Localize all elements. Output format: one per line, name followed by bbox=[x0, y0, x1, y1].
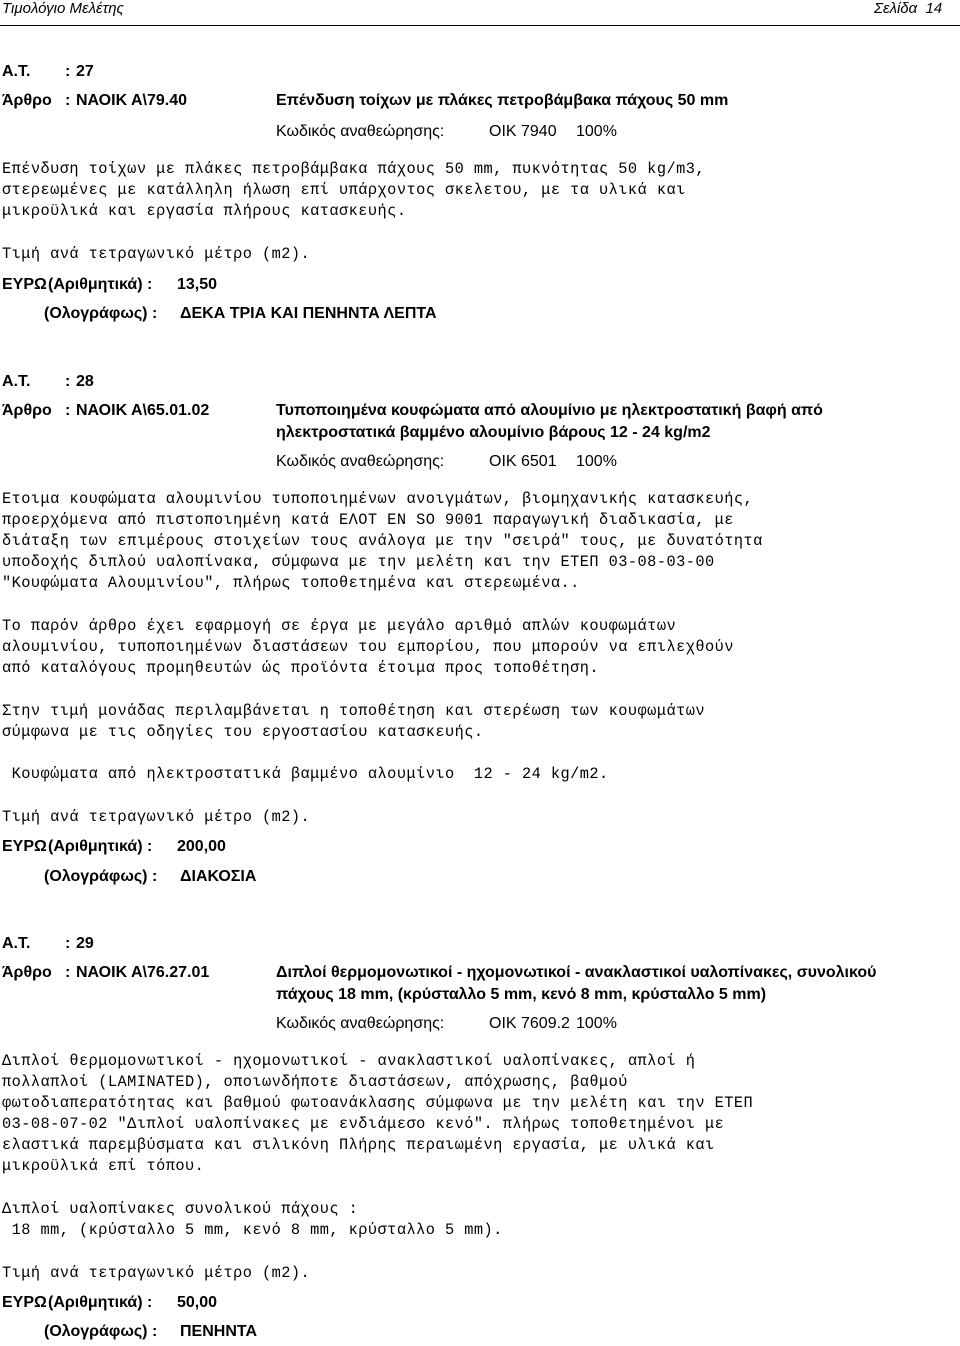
description-line: διάταξη των επιμέρους στοιχείων τους ανάλογα με την "σειρά" τους, με δυνατότητα bbox=[2, 532, 763, 550]
revision-label: Κωδικός αναθεώρησης: bbox=[276, 123, 445, 140]
at-colon: : bbox=[65, 63, 71, 80]
numeric-label: (Αριθμητικά) : bbox=[48, 838, 153, 855]
article-code: ΝΑΟΙΚ Α\79.40 bbox=[76, 92, 188, 109]
article-colon: : bbox=[65, 964, 71, 981]
description-line: Διπλοί θερμομονωτικοί - ηχομονωτικοί - ανακλαστικοί υαλοπίνακες, απλοί ή bbox=[2, 1052, 696, 1070]
description-line: αλουμινίου, τυποποιημένων διαστάσεων του εμπορίου, που μπορούν να επιλεχθούν bbox=[2, 638, 734, 656]
revision-percent: 100% bbox=[576, 453, 617, 470]
description-line: προερχόμενα από πιστοποιημένη κατά ΕΛΟΤ ΕΝ SO 9001 παραγωγική διαδικασία, με bbox=[2, 511, 734, 529]
at-number: 27 bbox=[76, 63, 94, 80]
description-line: "Κουφώματα Αλουμινίου", πλήρως τοποθετημένα και στερεωμένα.. bbox=[2, 574, 580, 592]
unit-line: Τιμή ανά τετραγωνικό μέτρο (m2). bbox=[2, 1264, 311, 1282]
price-numeric: 200,00 bbox=[177, 838, 226, 855]
document-title: Τιμολόγιο Μελέτης bbox=[2, 0, 124, 17]
article-label: Άρθρο bbox=[2, 92, 52, 109]
price-words: ΔΙΑΚΟΣΙΑ bbox=[180, 868, 257, 885]
at-number: 28 bbox=[76, 373, 94, 390]
article-title: Επένδυση τοίχων με πλάκες πετροβάμβακα πάχους 50 mm bbox=[276, 92, 729, 109]
description-line: Διπλοί υαλοπίνακες συνολικού πάχους : bbox=[2, 1200, 359, 1218]
article-colon: : bbox=[65, 402, 71, 419]
words-label: (Ολογράφως) : bbox=[44, 868, 158, 885]
at-number: 29 bbox=[76, 935, 94, 952]
article-title: Τυποποιημένα κουφώματα από αλουμίνιο με ηλεκτροστατική βαφή από bbox=[276, 402, 823, 419]
numeric-label: (Αριθμητικά) : bbox=[48, 276, 153, 293]
description-line: Το παρόν άρθρο έχει εφαρμογή σε έργα με μεγάλο αριθμό απλών κουφωμάτων bbox=[2, 617, 677, 635]
unit-line: Τιμή ανά τετραγωνικό μέτρο (m2). bbox=[2, 808, 311, 826]
words-label: (Ολογράφως) : bbox=[44, 305, 158, 322]
description-line: μικροϋλικά επί τόπου. bbox=[2, 1157, 205, 1175]
words-label: (Ολογράφως) : bbox=[44, 1323, 158, 1340]
description-line: 03-08-07-02 "Διπλοί υαλοπίνακες με ενδιάμεσο κενό". πλήρως τοποθετημένοι με bbox=[2, 1115, 725, 1133]
revision-code: ΟΙΚ 7609.2 bbox=[489, 1015, 570, 1032]
description-line: Στην τιμή μονάδας περιλαμβάνεται η τοποθέτηση και στερέωση των κουφωμάτων bbox=[2, 702, 705, 720]
numeric-label: (Αριθμητικά) : bbox=[48, 1294, 153, 1311]
description-line: 18 mm, (κρύσταλλο 5 mm, κενό 8 mm, κρύσταλλο 5 mm). bbox=[2, 1221, 503, 1239]
price-numeric: 13,50 bbox=[177, 276, 218, 293]
header-rule bbox=[0, 25, 960, 26]
price-words: ΔΕΚΑ ΤΡΙΑ ΚΑΙ ΠΕΝΗΝΤΑ ΛΕΠΤΑ bbox=[180, 305, 437, 322]
article-title: πάχους 18 mm, (κρύσταλλο 5 mm, κενό 8 mm, κρύσταλλο 5 mm) bbox=[276, 986, 767, 1003]
description-line: Επένδυση τοίχων με πλάκες πετροβάμβακα πάχους 50 mm, πυκνότητας 50 kg/m3, bbox=[2, 160, 705, 178]
revision-code: ΟΙΚ 7940 bbox=[489, 123, 557, 140]
description-line: Κουφώματα από ηλεκτροστατικά βαμμένο αλουμίνιο 12 - 24 kg/m2. bbox=[2, 765, 609, 783]
description-line: φωτοδιαπερατότητας και βαθμού φωτοανάκλασης σύμφωνα με την μελέτη και την ΕΤΕΠ bbox=[2, 1094, 754, 1112]
article-colon: : bbox=[65, 92, 71, 109]
description-line: μικροϋλικά και εργασία πλήρους κατασκευής. bbox=[2, 202, 407, 220]
at-label: Α.Τ. bbox=[2, 373, 31, 390]
article-code: ΝΑΟΙΚ Α\76.27.01 bbox=[76, 964, 210, 981]
description-line: υποδοχής διπλού υαλοπίνακα, σύμφωνα με την μελέτη και την ΕΤΕΠ 03-08-03-00 bbox=[2, 553, 715, 571]
price-words: ΠΕΝΗΝΤΑ bbox=[180, 1323, 258, 1340]
revision-percent: 100% bbox=[576, 123, 617, 140]
at-label: Α.Τ. bbox=[2, 935, 31, 952]
description-line: στερεωμένες με κατάλληλη ήλωση επί υπάρχοντος σκελετου, με τα υλικά και bbox=[2, 181, 686, 199]
currency-label: ΕΥΡΩ bbox=[2, 1294, 47, 1311]
currency-label: ΕΥΡΩ bbox=[2, 838, 47, 855]
revision-label: Κωδικός αναθεώρησης: bbox=[276, 453, 445, 470]
article-label: Άρθρο bbox=[2, 964, 52, 981]
description-line: ελαστικά παρεμβύσματα και σιλικόνη Πλήρης περαιωμένη εργασία, με υλικά και bbox=[2, 1136, 715, 1154]
article-label: Άρθρο bbox=[2, 402, 52, 419]
description-line: από καταλόγους προμηθευτών ώς προϊόντα έτοιμα προς τοποθέτηση. bbox=[2, 659, 600, 677]
page-number: Σελίδα 14 bbox=[874, 0, 943, 17]
revision-label: Κωδικός αναθεώρησης: bbox=[276, 1015, 445, 1032]
description-line: σύμφωνα με τις οδηγίες του εργοστασίου κατασκευής. bbox=[2, 723, 484, 741]
article-title: ηλεκτροστατικά βαμμένο αλουμίνιο βάρους 12 - 24 kg/m2 bbox=[276, 424, 711, 441]
price-numeric: 50,00 bbox=[177, 1294, 218, 1311]
description-line: Ετοιμα κουφώματα αλουμινίου τυποποιημένων ανοιγμάτων, βιομηχανικής κατασκευής, bbox=[2, 490, 754, 508]
at-label: Α.Τ. bbox=[2, 63, 31, 80]
at-colon: : bbox=[65, 373, 71, 390]
revision-code: ΟΙΚ 6501 bbox=[489, 453, 557, 470]
description-line: πολλαπλοί (LAMINATED), οποιωνδήποτε διαστάσεων, απόχρωσης, βαθμού bbox=[2, 1073, 628, 1091]
unit-line: Τιμή ανά τετραγωνικό μέτρο (m2). bbox=[2, 245, 311, 263]
at-colon: : bbox=[65, 935, 71, 952]
article-title: Διπλοί θερμομονωτικοί - ηχομονωτικοί - ανακλαστικοί υαλοπίνακες, συνολικού bbox=[276, 964, 877, 981]
revision-percent: 100% bbox=[576, 1015, 617, 1032]
currency-label: ΕΥΡΩ bbox=[2, 276, 47, 293]
article-code: ΝΑΟΙΚ Α\65.01.02 bbox=[76, 402, 210, 419]
